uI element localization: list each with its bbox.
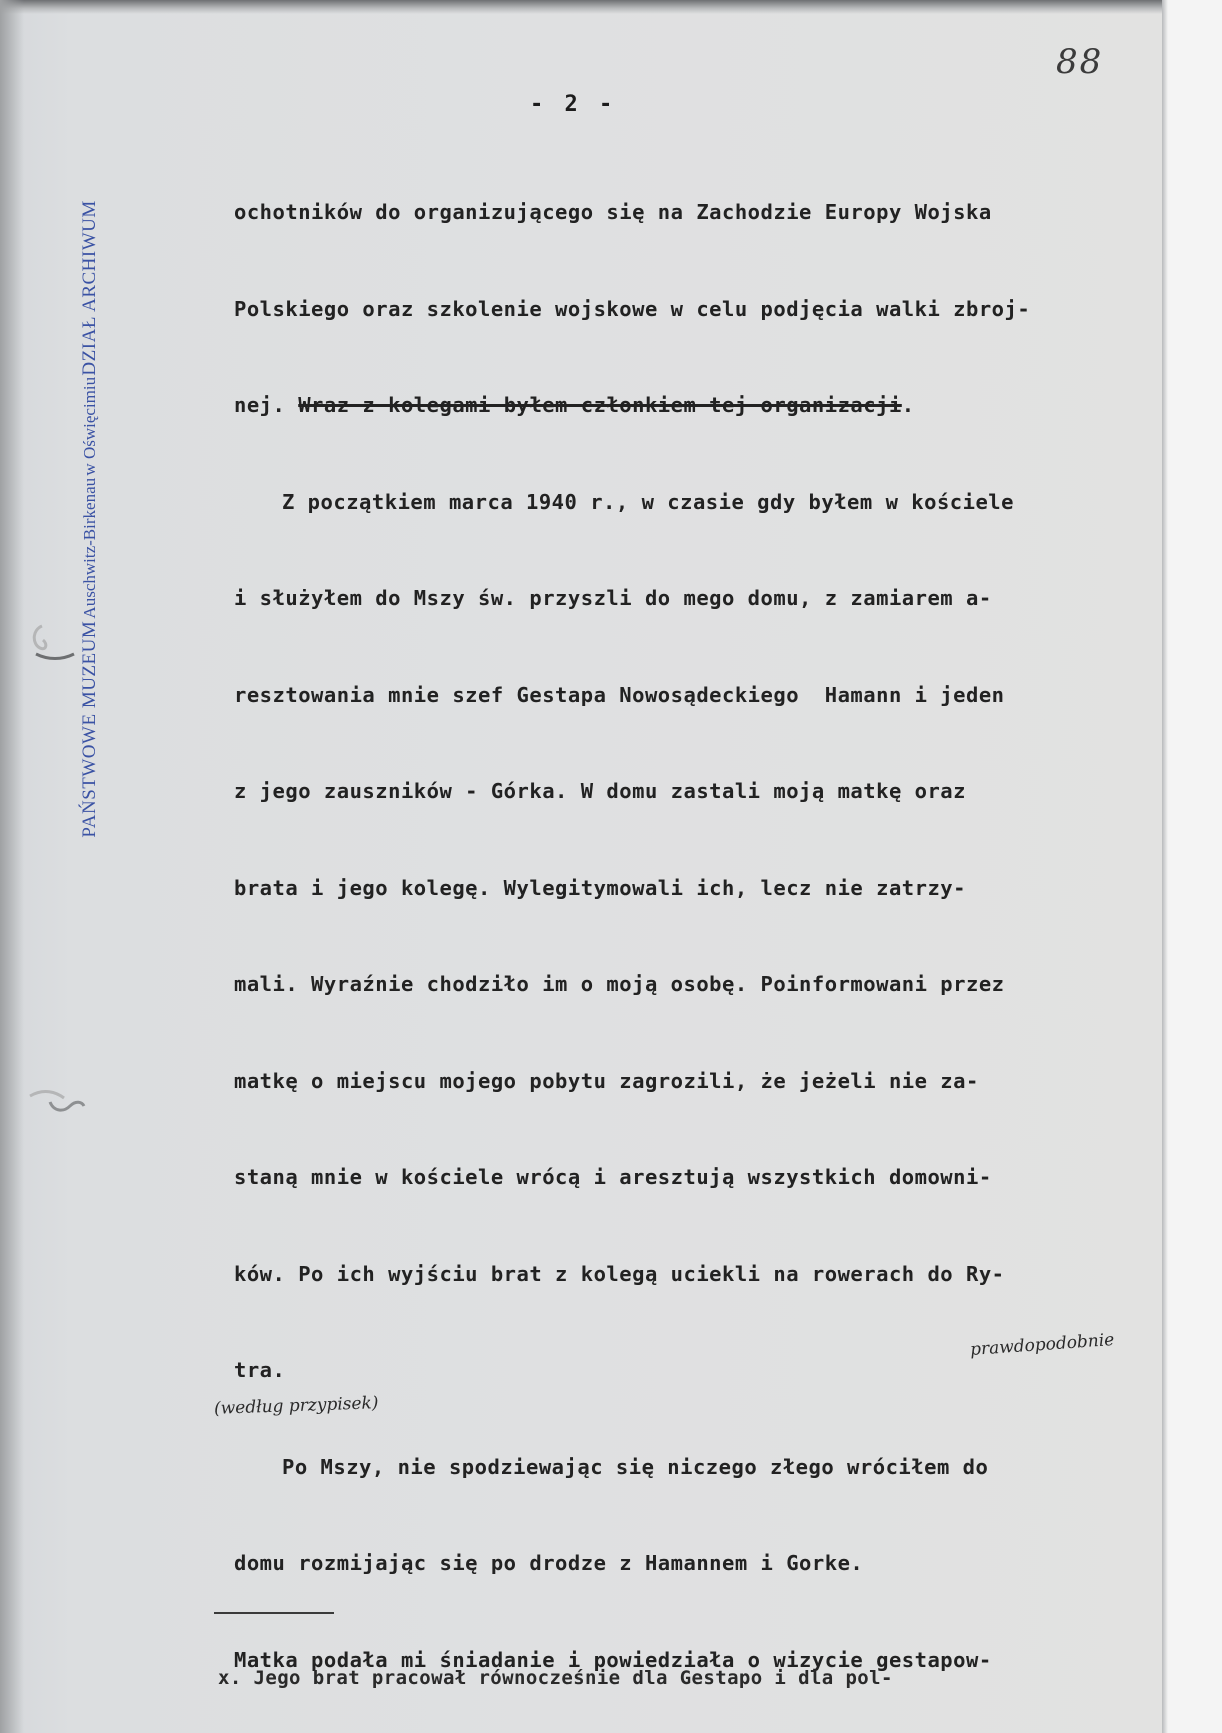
body-line: Z początkiem marca 1940 r., w czasie gdy byłem w kościele (282, 489, 1014, 514)
folio-number: 88 (1056, 42, 1104, 82)
body-line: Po Mszy, nie spodziewając się niczego złego wróciłem do (282, 1454, 989, 1479)
body-line (234, 381, 1114, 430)
footnote-line-1: x. Jego brat pracował równocześnie dla Gestapo i dla pol- (218, 1667, 893, 1689)
scan-right-margin (1162, 0, 1222, 1733)
punch-hole-mark-upper (28, 620, 78, 666)
stamp-line-1: PAŃSTWOWE MUZEUM (79, 620, 100, 838)
body-line: ochotników do organizującego się na Zachodzie Europy Wojska (234, 200, 992, 224)
footnote (218, 1613, 893, 1733)
body-line: domu rozmijając się po drodze z Hamannem i Gorke. (234, 1551, 864, 1575)
punch-hole-mark-lower (26, 1082, 86, 1122)
stamp-line-2: Auschwitz-Birkenau (80, 478, 99, 619)
body-line: Polskiego oraz szkolenie wojskowe w celu podjęcia walki zbroj- (234, 296, 1031, 321)
scan-left-shadow (0, 0, 24, 1733)
body-text: . (901, 393, 915, 417)
body-line: ków. Po ich wyjściu brat z kolegą uciekli na rowerach do Ry- (234, 1261, 1005, 1286)
stamp-line-3: w Oświęcimiu (80, 377, 99, 477)
body-line: matkę o miejscu mojego pobytu zagrozili, że jeżeli nie za- (234, 1068, 979, 1093)
struck-out-text: Wraz z kolegami byłem członkiem tej organizacji (298, 393, 902, 417)
scan-top-shadow (0, 0, 1222, 14)
typed-body (234, 140, 1114, 1733)
handwritten-bracket-note: (według przypisek) (213, 1393, 379, 1419)
body-line: brata i jego kolegę. Wylegitymowali ich, lecz nie zatrzy- (234, 875, 966, 900)
page-number: - 2 - (530, 92, 617, 117)
body-line: Matka podała mi śniadanie i powiedziała o wizycie gestapow- (234, 1647, 992, 1672)
body-line: i służyłem do Mszy św. przyszli do mego domu, z zamiarem a- (234, 586, 992, 610)
handwritten-margin-note: prawdopodobnie (969, 1329, 1115, 1361)
stamp-line-4: DZIAŁ ARCHIWUM (79, 200, 100, 376)
body-text: nej. (234, 393, 299, 417)
body-line: z jego zauszników - Górka. W domu zastali moją matkę oraz (234, 779, 966, 803)
archive-stamp (78, 200, 102, 838)
body-line: mali. Wyraźnie chodziło im o moją osobę. Poinformowani przez (234, 972, 1005, 996)
body-line: resztowania mnie szef Gestapa Nowosądeckiego Hamann i jeden (234, 682, 1005, 707)
body-line: tra. (234, 1358, 286, 1382)
body-line: staną mnie w kościele wrócą i aresztują wszystkich domowni- (234, 1165, 992, 1189)
